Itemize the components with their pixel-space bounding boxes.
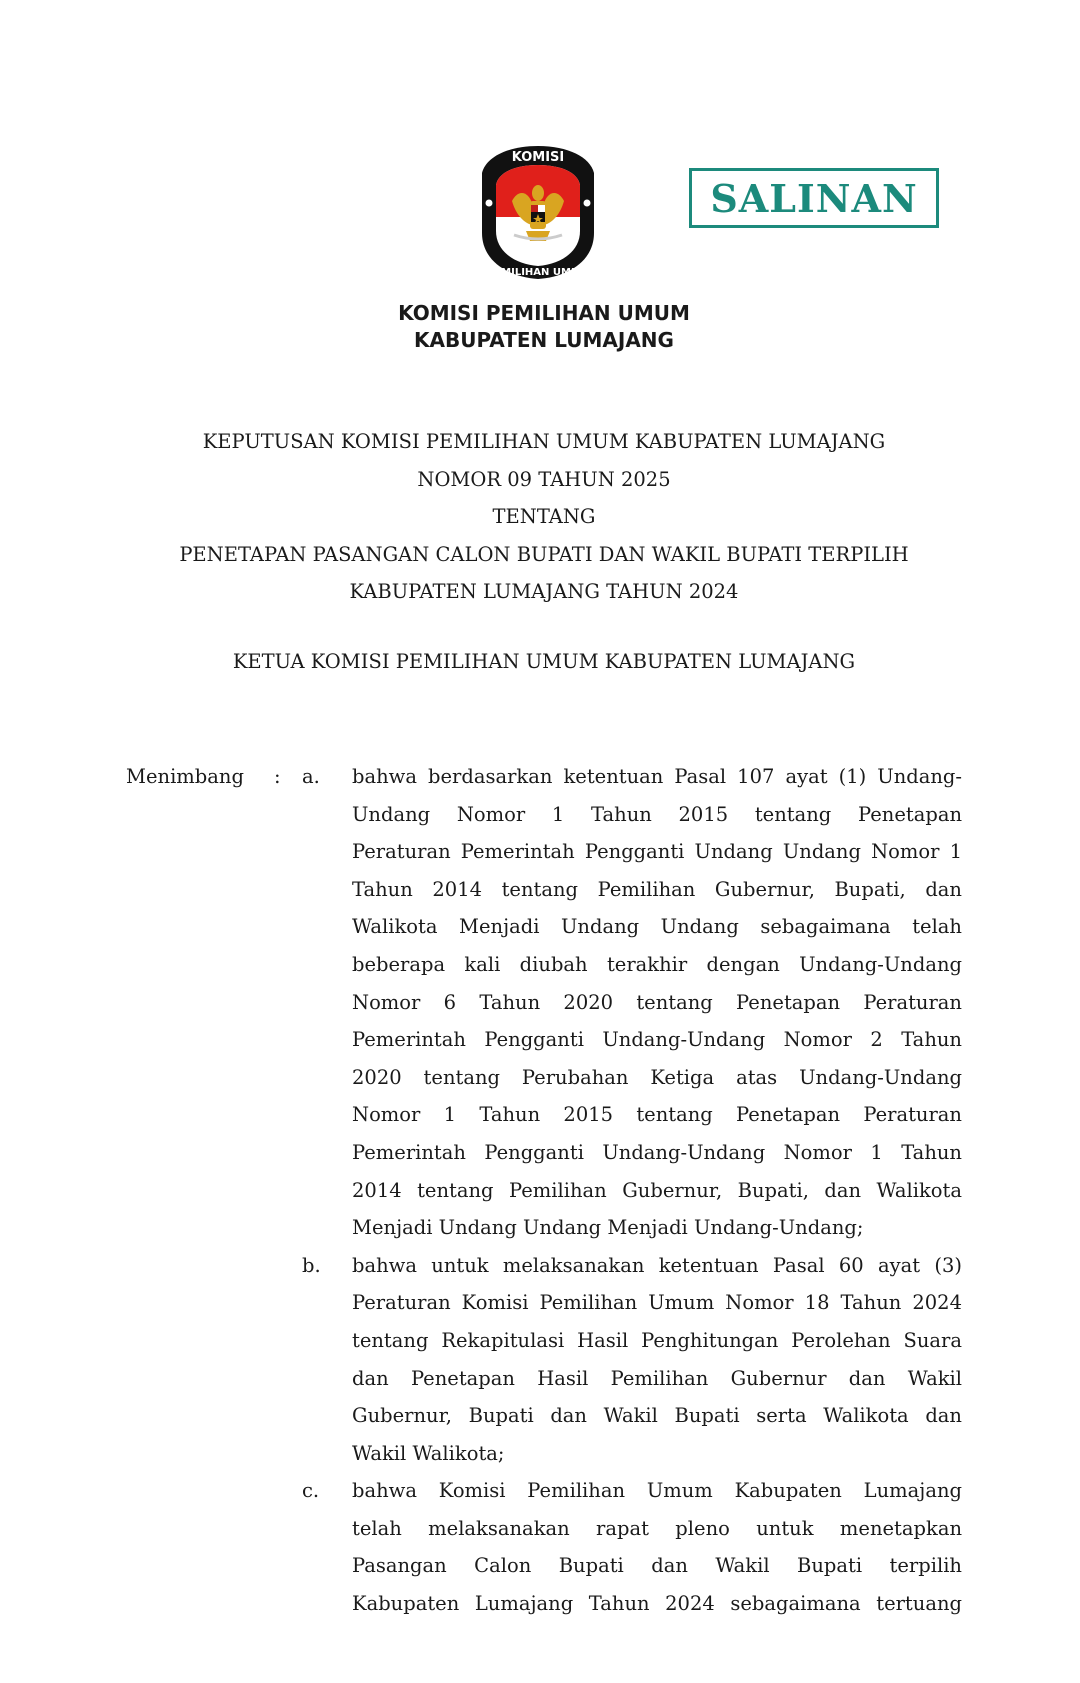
text-line: Undang Nomor 1 Tahun 2015 tentang Penetapan (352, 802, 962, 826)
item-body (352, 758, 962, 1247)
kpu-logo (478, 143, 598, 281)
issuer-heading: KETUA KOMISI PEMILIHAN UMUM KABUPATEN LUMAJANG (232, 650, 856, 673)
text-line: Nomor 6 Tahun 2020 tentang Penetapan Peraturan (352, 990, 962, 1014)
text-line: Pemerintah Pengganti Undang-Undang Nomor 1 Tahun (352, 1140, 962, 1164)
menimbang-colon: : (274, 765, 281, 788)
text-line: bahwa berdasarkan ketentuan Pasal 107 ayat (1) Undang- (352, 765, 962, 788)
text-line: beberapa kali diubah terakhir dengan Undang-Undang (352, 952, 962, 976)
organization-name (0, 300, 1080, 354)
item-body (352, 1472, 962, 1622)
text-line: Nomor 1 Tahun 2015 tentang Penetapan Peraturan (352, 1103, 962, 1127)
text-line: Wakil Walikota; (352, 1441, 505, 1465)
item-body (352, 1247, 962, 1473)
title-subject-cont: KABUPATEN LUMAJANG TAHUN 2024 (349, 580, 739, 603)
text-line: Tahun 2014 tentang Pemilihan Gubernur, Bupati, dan (352, 877, 962, 901)
title-tentang: TENTANG (492, 505, 596, 528)
title-number: NOMOR 09 TAHUN 2025 (417, 467, 671, 491)
menimbang-item-c (126, 1472, 966, 1622)
text-line: Peraturan Komisi Pemilihan Umum Nomor 18 Tahun 2024 (352, 1291, 962, 1315)
kpu-garuda-emblem-icon (478, 143, 598, 281)
menimbang-section (126, 758, 966, 1623)
org-line-2: KABUPATEN LUMAJANG (414, 328, 674, 352)
text-line: Pemerintah Pengganti Undang-Undang Nomor 2 Tahun (352, 1028, 962, 1052)
menimbang-label: Menimbang (126, 765, 244, 788)
title-line: KEPUTUSAN KOMISI PEMILIHAN UMUM KABUPATEN LUMAJANG (202, 430, 886, 453)
text-line: 2020 tentang Perubahan Ketiga atas Undang-Undang (352, 1065, 962, 1089)
item-letter: b. (302, 1253, 321, 1277)
text-line: telah melaksanakan rapat pleno untuk menetapkan (352, 1516, 962, 1540)
text-line: bahwa Komisi Pemilihan Umum Kabupaten Lumajang (352, 1479, 962, 1503)
menimbang-item-a (126, 758, 966, 1247)
text-line: 2014 tentang Pemilihan Gubernur, Bupati, dan Walikota (352, 1178, 962, 1202)
menimbang-item-b (126, 1247, 966, 1473)
text-line: tentang Rekapitulasi Hasil Penghitungan Perolehan Suara (352, 1328, 962, 1352)
salinan-stamp: SALINAN (689, 168, 939, 228)
title-subject: PENETAPAN PASANGAN CALON BUPATI DAN WAKIL BUPATI TERPILIH (179, 542, 909, 566)
text-line: Kabupaten Lumajang Tahun 2024 sebagaimana tertuang (352, 1592, 962, 1616)
text-line: bahwa untuk melaksanakan ketentuan Pasal 60 ayat (3) (352, 1253, 962, 1277)
text-line: Menjadi Undang Undang Menjadi Undang-Undang; (352, 1216, 864, 1240)
text-line: Gubernur, Bupati dan Wakil Bupati serta Walikota dan (352, 1404, 962, 1428)
decree-title (0, 423, 1080, 611)
text-line: Pasangan Calon Bupati dan Wakil Bupati terpilih (352, 1554, 962, 1578)
text-line: dan Penetapan Hasil Pemilihan Gubernur dan Wakil (352, 1366, 962, 1390)
text-line: Walikota Menjadi Undang Undang sebagaimana telah (352, 915, 962, 939)
logo-text-top: KOMISI (511, 150, 565, 165)
org-line-1: KOMISI PEMILIHAN UMUM (398, 301, 690, 325)
logo-text-bottom: PEMILIHAN UMUM (486, 267, 590, 278)
item-letter: c. (302, 1479, 320, 1503)
item-letter: a. (302, 765, 320, 788)
text-line: Peraturan Pemerintah Pengganti Undang Undang Nomor 1 (352, 840, 962, 864)
